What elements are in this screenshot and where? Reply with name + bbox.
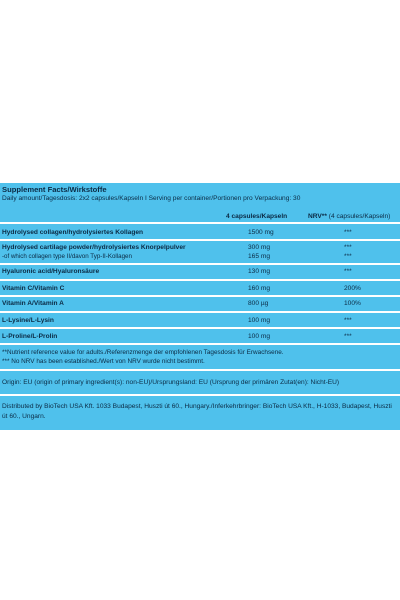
nutrient-name: Hydrolysed collagen/hydrolysiertes Kollagen: [2, 229, 144, 236]
column-header-nrv: [308, 213, 390, 220]
distributor-text: Distributed by BioTech USA Kft. 1033 Budapest, Huszti út 60., Hungary./Inferkehrbringer: BioTech USA Kft., H-1033, Budapest, Huszti út 60., Ungarn.: [2, 403, 392, 420]
nutrient-amount: 1500 mg: [248, 229, 274, 236]
nutrient-name: Hyaluronic acid/Hyaluronsäure: [2, 268, 100, 275]
nutrient-subitem-amount: 165 mg: [248, 253, 270, 260]
nutrient-amount: 800 µg: [248, 300, 269, 307]
nutrient-name: Hydrolysed cartilage powder/hydrolysiertes Knorpelpulver: [2, 244, 186, 251]
nutrient-name: Vitamin A/Vitamin A: [2, 300, 64, 307]
row-divider: [0, 311, 400, 313]
nrv-label: NRV**: [308, 213, 327, 220]
nutrient-nrv: ***: [344, 333, 352, 340]
row-divider: [0, 239, 400, 241]
nutrient-nrv: ***: [344, 229, 352, 236]
nutrient-name: L-Lysine/L-Lysin: [2, 317, 54, 324]
nutrient-nrv: ***: [344, 317, 352, 324]
row-divider: [0, 343, 400, 345]
nutrient-amount: 160 mg: [248, 285, 270, 292]
footnote-nrv: **Nutrient reference value for adults./Referenzmenge der empfohlenen Tagesdosis für Erwachsene.: [2, 349, 284, 356]
facts-heading: Supplement Facts/Wirkstoffe: [2, 185, 107, 194]
nutrient-name: L-Proline/L-Prolin: [2, 333, 58, 340]
origin-text: Origin: EU (origin of primary ingredient(s): non-EU)/Ursprungsland: EU (Ursprung der primären Zutat(en): Nicht-EU): [2, 379, 340, 386]
daily-amount-line: Daily amount/Tagesdosis: 2x2 capsules/Kapseln I Serving per container/Portionen pro Verpackung: 30: [2, 195, 301, 202]
nutrient-name: Vitamin C/Vitamin C: [2, 285, 65, 292]
nutrient-amount: 300 mg: [248, 244, 270, 251]
nrv-label-suffix: (4 capsules/Kapseln): [326, 213, 391, 220]
row-divider: [0, 295, 400, 297]
nutrient-nrv: ***: [344, 268, 352, 275]
row-divider: [0, 263, 400, 265]
nutrient-amount: 100 mg: [248, 317, 270, 324]
row-divider: [0, 279, 400, 281]
nutrient-nrv: ***: [344, 244, 352, 251]
nutrient-subitem-nrv: ***: [344, 253, 352, 260]
row-divider: [0, 327, 400, 329]
column-header-amount: 4 capsules/Kapseln: [226, 213, 288, 220]
footnote-no-nrv: *** No NRV has been established./Wert von NRV wurde nicht bestimmt.: [2, 358, 205, 365]
nutrient-nrv: 100%: [344, 300, 361, 307]
nutrient-amount: 130 mg: [248, 268, 270, 275]
nutrient-subitem: -of which collagen type II/davon Typ-II-Kollagen: [2, 253, 132, 260]
row-divider: [0, 222, 400, 224]
nutrient-amount: 100 mg: [248, 333, 270, 340]
nutrient-nrv: 200%: [344, 285, 361, 292]
row-divider: [0, 369, 400, 371]
row-divider: [0, 394, 400, 396]
